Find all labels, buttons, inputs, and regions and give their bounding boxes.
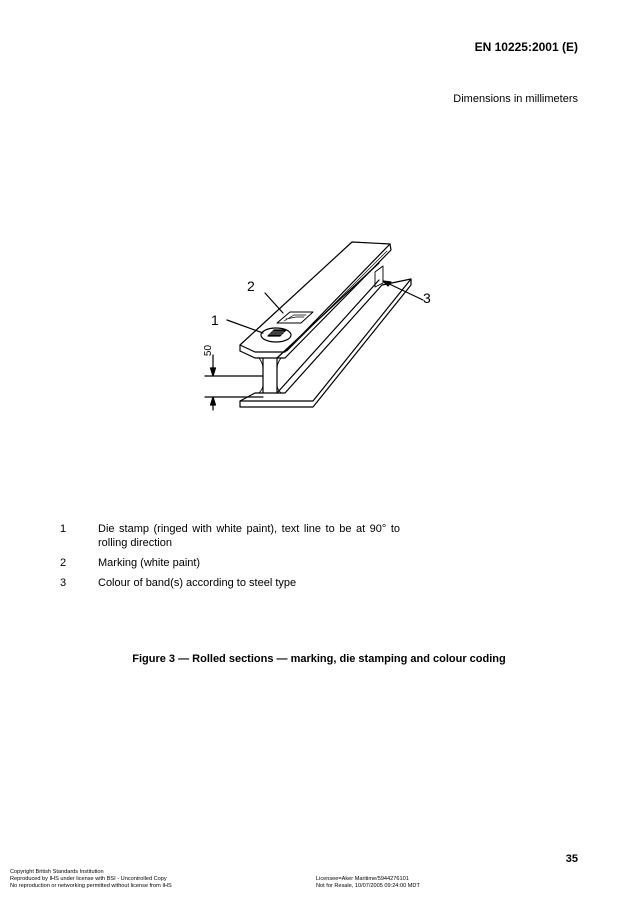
legend-number: 3 xyxy=(60,577,67,589)
figure-caption: Figure 3 — Rolled sections — marking, die stamping and colour coding xyxy=(132,653,506,665)
dimensions-note: Dimensions in millimeters xyxy=(453,93,578,105)
footer-license xyxy=(316,876,420,890)
leader-1 xyxy=(227,320,263,333)
legend-item xyxy=(60,556,400,570)
dimension-value: 50 xyxy=(203,344,215,357)
footer-line: No reproduction or networking permitted without license from IHS xyxy=(10,883,172,889)
paint-marking-lines xyxy=(284,315,306,321)
rolled-section-figure xyxy=(195,235,455,420)
die-stamp xyxy=(268,330,286,336)
footer-copyright xyxy=(10,869,172,890)
legend-item xyxy=(60,522,400,550)
i-beam-drawing xyxy=(195,235,455,420)
footer-line: Reproduced by IHS under license with BSI - Uncontrolled Copy xyxy=(10,876,167,882)
top-flange xyxy=(240,242,390,352)
legend-number: 2 xyxy=(60,557,67,569)
callout-2: 2 xyxy=(247,278,255,294)
bottom-flange-edge xyxy=(240,279,411,407)
document-id: EN 10225:2001 (E) xyxy=(474,40,578,54)
legend-item xyxy=(60,576,400,590)
leader-2 xyxy=(265,293,283,313)
figure-legend xyxy=(60,522,400,596)
legend-text: Colour of band(s) according to steel type xyxy=(98,577,297,589)
page-number: 35 xyxy=(565,853,578,865)
footer-line: Copyright British Standards Institution xyxy=(10,869,104,875)
footer-line: Not for Resale, 10/07/2005 09:24:00 MDT xyxy=(316,883,420,889)
callout-1: 1 xyxy=(211,312,219,328)
legend-number: 1 xyxy=(60,523,67,535)
callout-3: 3 xyxy=(423,290,431,306)
legend-text: Die stamp (ringed with white paint), text line to be at 90° to rolling direction xyxy=(98,523,400,549)
legend-text: Marking (white paint) xyxy=(98,557,201,569)
footer-line: Licensee=Aker Maritime/5944276101 xyxy=(316,876,409,882)
